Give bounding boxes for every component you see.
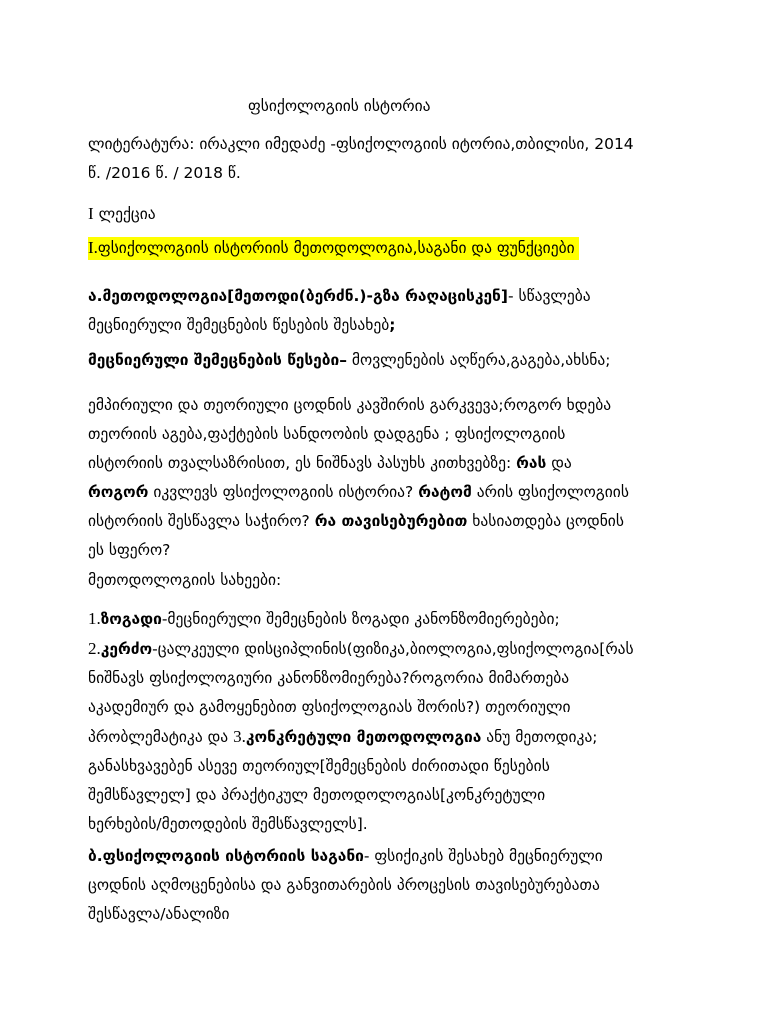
literature-line-1: ლიტერატურა: ირაკლი იმედაძე -ფსიქოლოგიის იტორია,თბილისი, 2014 <box>88 135 634 153</box>
methodology-line-2: მეცნიერული შემეცნების წესების შესახებ <box>88 316 390 334</box>
methodology-paragraph <box>88 282 688 340</box>
empirical-line-2: თეორიის აგება,ფაქტების სანდოობის დადგენა ; ფსიქოლოგიის <box>88 425 566 443</box>
types-line-7: შემსწავლელ] და პრაქტიკულ მეთოდოლოგიას[კონკრეტული <box>88 786 546 804</box>
type-general-description: -მეცნიერული შემეცნების ზოგადი კანონზომიერებები; <box>161 610 560 628</box>
type-number-1: 1. <box>88 609 101 628</box>
methodology-term: ა.მეთოდოლოგია[მეთოდი(ბერძნ.)-გზა რაღაცისკენ] <box>88 287 508 305</box>
empirical-line-4-text: იკვლევს ფსიქოლოგიის ისტორია? <box>148 483 419 501</box>
types-line-5 <box>88 722 688 752</box>
empirical-paragraph <box>88 391 688 565</box>
empirical-line-1: ემპირიული და თეორიული ცოდნის კავშირის გარკვევა;როგორ ხდება <box>88 396 612 414</box>
lecture-word: ლექცია <box>93 205 156 223</box>
rules-definition: მოვლენების აღწერა,გაგება,ახსნა; <box>347 351 611 369</box>
section-heading <box>88 233 688 263</box>
empirical-line-4 <box>88 478 688 507</box>
emphasis-why: რატომ <box>418 483 472 501</box>
emphasis-how: როგორ <box>88 483 149 501</box>
empirical-line-6: ეს სფერო? <box>88 541 171 559</box>
types-line-4: აკადემიურ და გამოყენებით ფსიქოლოგიას შორის?) თეორიული <box>88 698 571 716</box>
emphasis-features: რა თავისებურებით <box>314 512 468 530</box>
type-concrete-description: ანუ მეთოდიკა; <box>481 728 598 746</box>
type-particular: კერძო <box>100 640 153 658</box>
rules-term: მეცნიერული შემეცნების წესები– <box>88 351 347 369</box>
types-heading-text: მეთოდოლოგიის სახეები: <box>88 571 282 589</box>
subject-line-3: შესწავლა/ანალიზი <box>88 905 230 923</box>
methodology-definition: - სწავლება <box>507 287 591 305</box>
section-heading-text: ფსიქოლოგიის ისტორიის მეთოდოლოგია,საგანი და ფუნქციები <box>97 239 575 257</box>
empirical-line-3-end: და <box>546 454 572 472</box>
type-particular-description: -ცალკეული დისციპლინის(ფიზიკა,ბიოლოგია,ფსიქოლოგია[რას <box>152 640 634 658</box>
subject-line-2: ცოდნის აღმოცენებისა და განვითარების პროცესის თავისებურებათა <box>88 876 600 894</box>
types-paragraph <box>88 604 688 839</box>
types-line-2 <box>88 634 688 664</box>
lecture-label <box>88 199 688 229</box>
lecture-roman-numeral: I <box>88 204 94 223</box>
types-heading <box>88 566 688 595</box>
empirical-line-4-end: არის ფსიქოლოგიის <box>471 483 629 501</box>
emphasis-what: რას <box>516 454 547 472</box>
empirical-line-5-end: ხასიათდება ცოდნის <box>467 512 624 530</box>
types-line-1 <box>88 604 688 634</box>
types-line-8: ხერხების/მეთოდების შემსწავლელს]. <box>88 815 368 833</box>
types-line-5-text: პრობლემატიკა და <box>88 728 234 746</box>
section-roman-numeral: I. <box>88 238 98 257</box>
empirical-line-5-text: ისტორიის შესწავლა საჭირო? <box>88 512 315 530</box>
type-number-2: 2. <box>88 639 101 658</box>
empirical-line-3 <box>88 449 688 478</box>
subject-line-1 <box>88 842 688 871</box>
type-number-3: 3. <box>233 727 246 746</box>
rules-paragraph <box>88 346 688 375</box>
type-concrete: კონკრეტული მეთოდოლოგია <box>245 728 482 746</box>
types-line-6: განასხვავებენ ასევე თეორიულ[შემეცნების ძირითადი წესების <box>88 757 550 775</box>
types-line-3: ნიშნავს ფსიქოლოგიური კანონზომიერება?როგორია მიმართება <box>88 669 570 687</box>
literature-line-2: წ. /2016 წ. / 2018 წ. <box>88 164 241 182</box>
empirical-line-5 <box>88 507 688 536</box>
methodology-semicolon: ; <box>389 316 396 334</box>
subject-term: ბ.ფსიქოლოგიის ისტორიის საგანი <box>88 847 364 865</box>
empirical-line-3-text: ისტორიის თვალსაზრისით, ეს ნიშნავს პასუხს კითხვებზე: <box>88 454 517 472</box>
subject-definition: - ფსიქიკის შესახებ მეცნიერული <box>363 847 603 865</box>
subject-paragraph <box>88 842 688 929</box>
type-general: ზოგადი <box>100 610 162 628</box>
section-heading-highlight <box>88 237 579 260</box>
document-title: ფსიქოლოგიის ისტორია <box>248 97 431 115</box>
literature-paragraph <box>88 130 688 188</box>
